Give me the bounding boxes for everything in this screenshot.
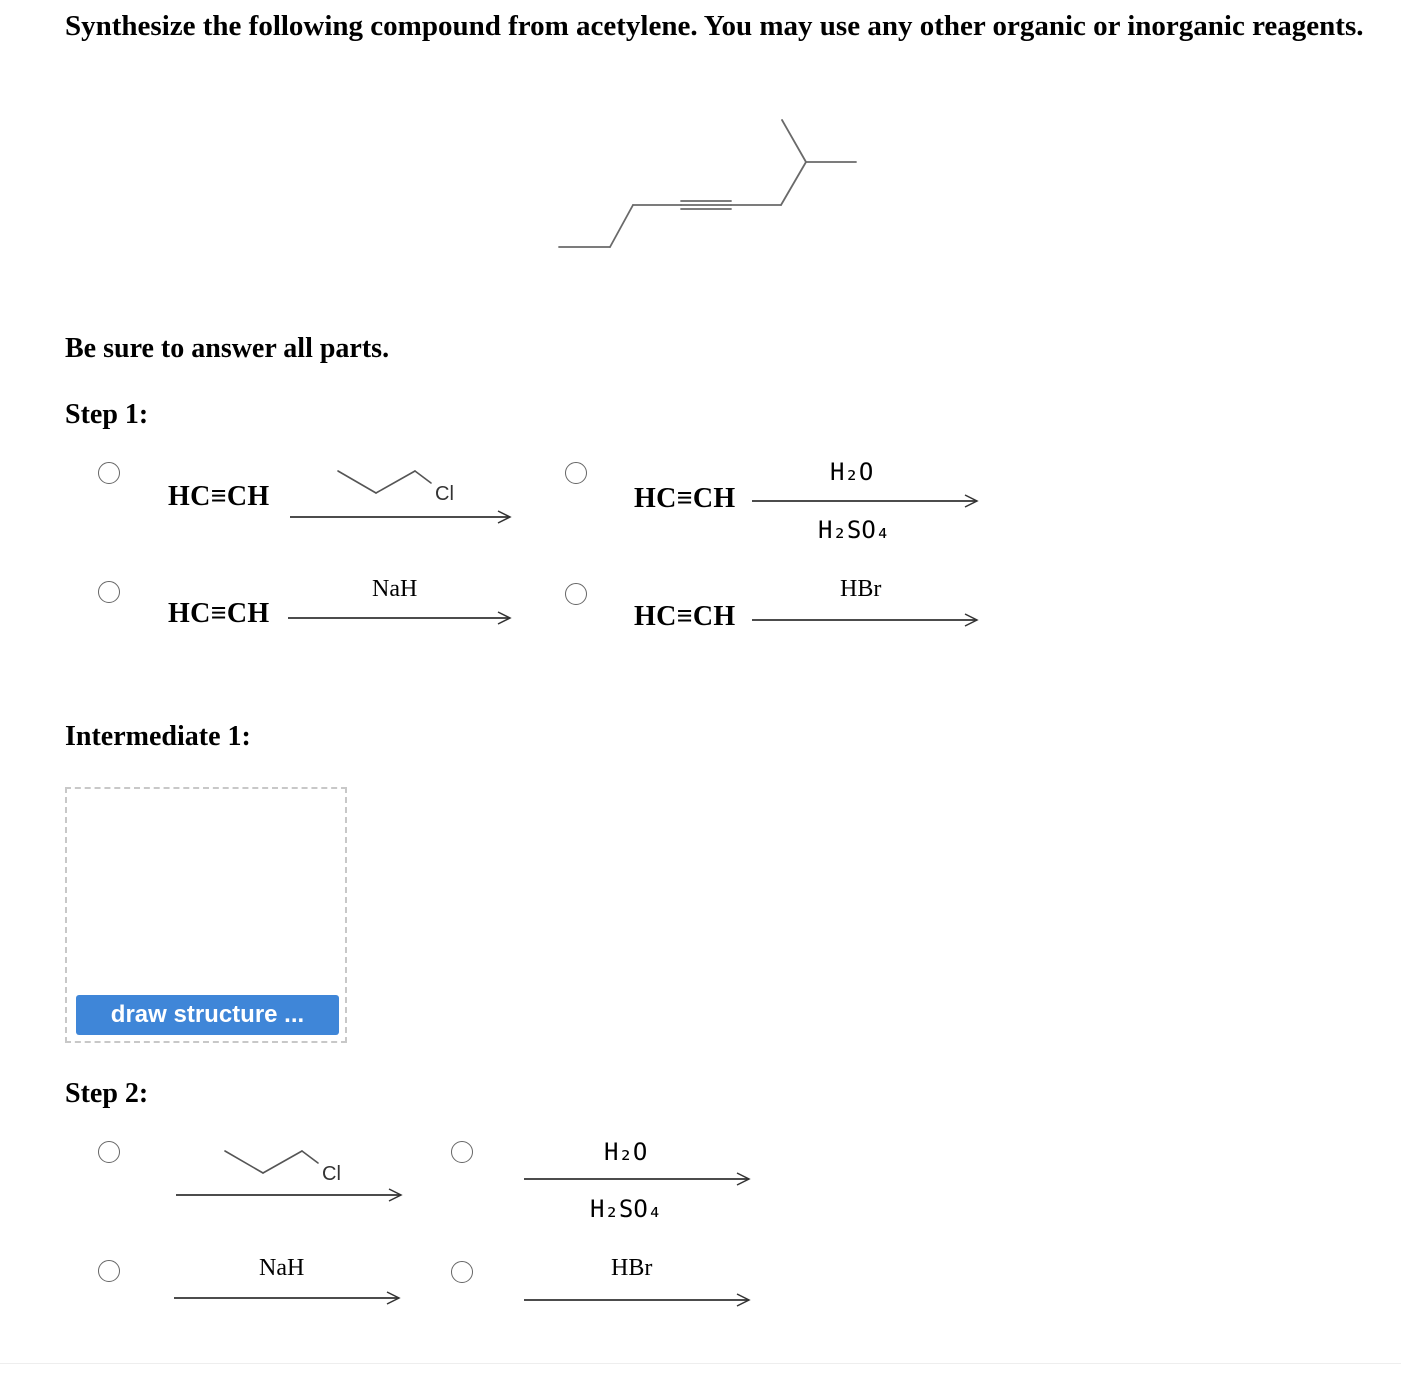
reaction-arrow (524, 1171, 754, 1187)
reagent-h2o: H₂O (830, 458, 874, 486)
reaction-arrow (176, 1187, 406, 1203)
reaction-arrow (752, 612, 982, 628)
reaction-arrow (288, 610, 515, 626)
target-molecule-structure (555, 115, 865, 255)
bond (782, 120, 806, 162)
step1-option-h2o-h2so4-reactant: HC≡CH (634, 483, 736, 514)
reagent-nah: NaH (259, 1255, 305, 1281)
step1-option-hbr-reactant: HC≡CH (634, 601, 736, 632)
step1-option-chloropropane-reactant: HC≡CH (168, 481, 270, 512)
step2-option-h2o-h2so4-radio[interactable] (451, 1141, 473, 1163)
step1-option-h2o-h2so4-radio[interactable] (565, 462, 587, 484)
reaction-arrow (290, 509, 515, 525)
step2-label: Step 2: (65, 1078, 149, 1109)
bond (781, 162, 806, 205)
reagent-hbr: HBr (840, 576, 882, 602)
instruction-text: Be sure to answer all parts. (65, 333, 390, 364)
reagent-h2so4: H₂SO₄ (818, 516, 891, 544)
step1-option-nah-radio[interactable] (98, 581, 120, 603)
reaction-arrow (524, 1292, 754, 1308)
reagent-h2so4: H₂SO₄ (590, 1195, 663, 1223)
intermediate1-label: Intermediate 1: (65, 721, 251, 752)
reagent-hbr: HBr (611, 1255, 653, 1281)
reagent-h2o: H₂O (604, 1138, 648, 1166)
draw-structure-button[interactable]: draw structure ... (76, 995, 339, 1035)
bond (610, 205, 633, 247)
chloro-label: Cl (435, 483, 454, 505)
step1-option-chloropropane-radio[interactable] (98, 462, 120, 484)
divider (0, 1363, 1401, 1364)
step2-option-hbr-radio[interactable] (451, 1261, 473, 1283)
step1-option-nah-reactant: HC≡CH (168, 598, 270, 629)
reaction-arrow (752, 493, 982, 509)
step1-option-hbr-radio[interactable] (565, 583, 587, 605)
chloro-label: Cl (322, 1163, 341, 1185)
reaction-arrow (174, 1290, 404, 1306)
step2-option-chloropropane-radio[interactable] (98, 1141, 120, 1163)
reagent-nah: NaH (372, 576, 418, 602)
step2-option-nah-radio[interactable] (98, 1260, 120, 1282)
question-text: Synthesize the following compound from acetylene. You may use any other organic or inorganic reagents. (65, 10, 1364, 42)
step1-label: Step 1: (65, 399, 149, 430)
